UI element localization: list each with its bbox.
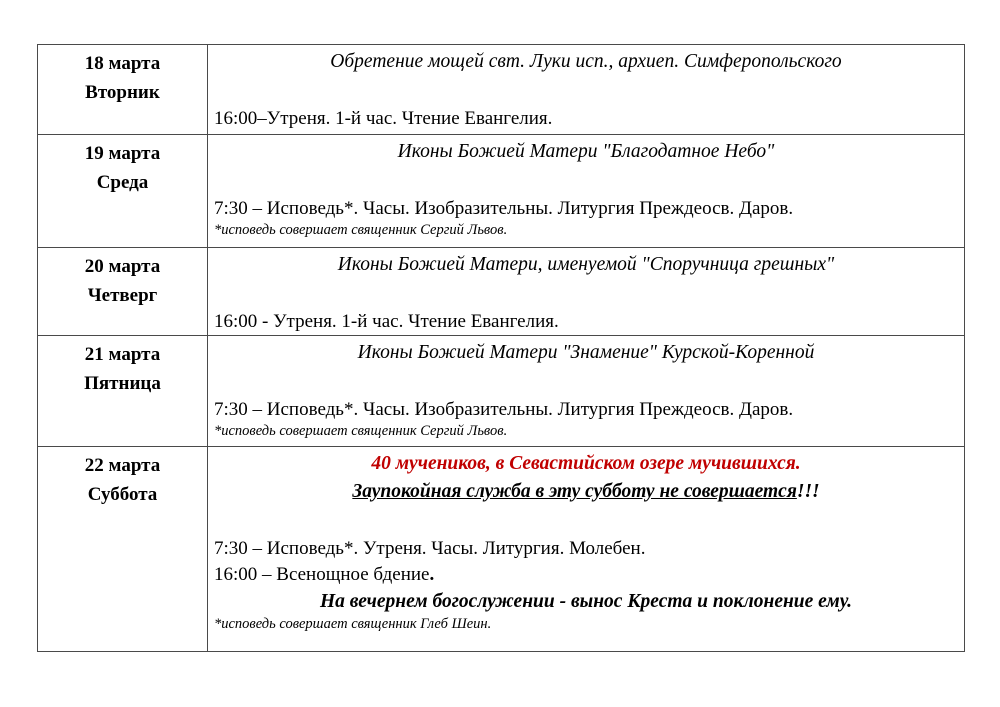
warning-suffix: !!!	[796, 481, 820, 502]
info-cell	[208, 45, 965, 135]
date: 18 марта	[84, 53, 161, 74]
vigil-text: 16:00 – Всенощное бдение	[214, 564, 430, 585]
feast-title: Иконы Божией Матери "Знамение" Курской-Коренной	[357, 342, 815, 363]
table-row	[38, 336, 965, 447]
confession-note: *исповедь совершает священник Сергий Львов.	[214, 423, 508, 439]
date-cell	[38, 248, 208, 336]
vigil-dot: .	[429, 564, 435, 585]
date-cell	[38, 447, 208, 652]
date: 19 марта	[84, 143, 161, 164]
table-row	[38, 447, 965, 652]
date: 21 марта	[84, 344, 161, 365]
weekday: Суббота	[87, 484, 158, 505]
date-cell	[38, 135, 208, 248]
info-cell	[208, 336, 965, 447]
table-row	[38, 45, 965, 135]
service-line: 16:00–Утреня. 1-й час. Чтение Евангелия.	[214, 108, 553, 129]
service-line: 7:30 – Исповедь*. Часы. Изобразительны. Литургия Преждеосв. Даров.	[214, 198, 794, 219]
confession-note: *исповедь совершает священник Глеб Шеин.	[214, 616, 492, 632]
warning-line	[214, 478, 958, 506]
date-cell	[38, 45, 208, 135]
info-cell	[208, 135, 965, 248]
weekday: Среда	[96, 172, 149, 193]
table-row	[38, 135, 965, 248]
info-cell	[208, 248, 965, 336]
date: 22 марта	[84, 455, 161, 476]
feast-title: Обретение мощей свт. Луки исп., архиеп. Симферопольского	[330, 51, 842, 72]
service-line: 7:30 – Исповедь*. Утреня. Часы. Литургия. Молебен.	[214, 538, 646, 559]
table-row	[38, 248, 965, 336]
date: 20 марта	[84, 256, 161, 277]
weekday: Вторник	[85, 82, 160, 103]
highlight-line: На вечернем богослужении - вынос Креста и поклонение ему.	[319, 591, 853, 612]
service-line: 7:30 – Исповедь*. Часы. Изобразительны. Литургия Преждеосв. Даров.	[214, 399, 794, 420]
schedule-table	[37, 44, 965, 652]
confession-note: *исповедь совершает священник Сергий Львов.	[214, 222, 508, 238]
feast-title: Иконы Божией Матери "Благодатное Небо"	[397, 141, 775, 162]
feast-title: Иконы Божией Матери, именуемой "Споручница грешных"	[337, 254, 835, 275]
date-cell	[38, 336, 208, 447]
info-cell	[208, 447, 965, 652]
feast-title-red: 40 мучеников, в Севастийском озере мучившихся.	[371, 453, 801, 474]
weekday: Четверг	[87, 285, 158, 306]
weekday: Пятница	[84, 373, 161, 394]
service-line: 16:00 - Утреня. 1-й час. Чтение Евангелия.	[214, 311, 559, 332]
service-line	[214, 562, 958, 588]
warning-text: Заупокойная служба в эту субботу не совершается	[352, 481, 797, 502]
